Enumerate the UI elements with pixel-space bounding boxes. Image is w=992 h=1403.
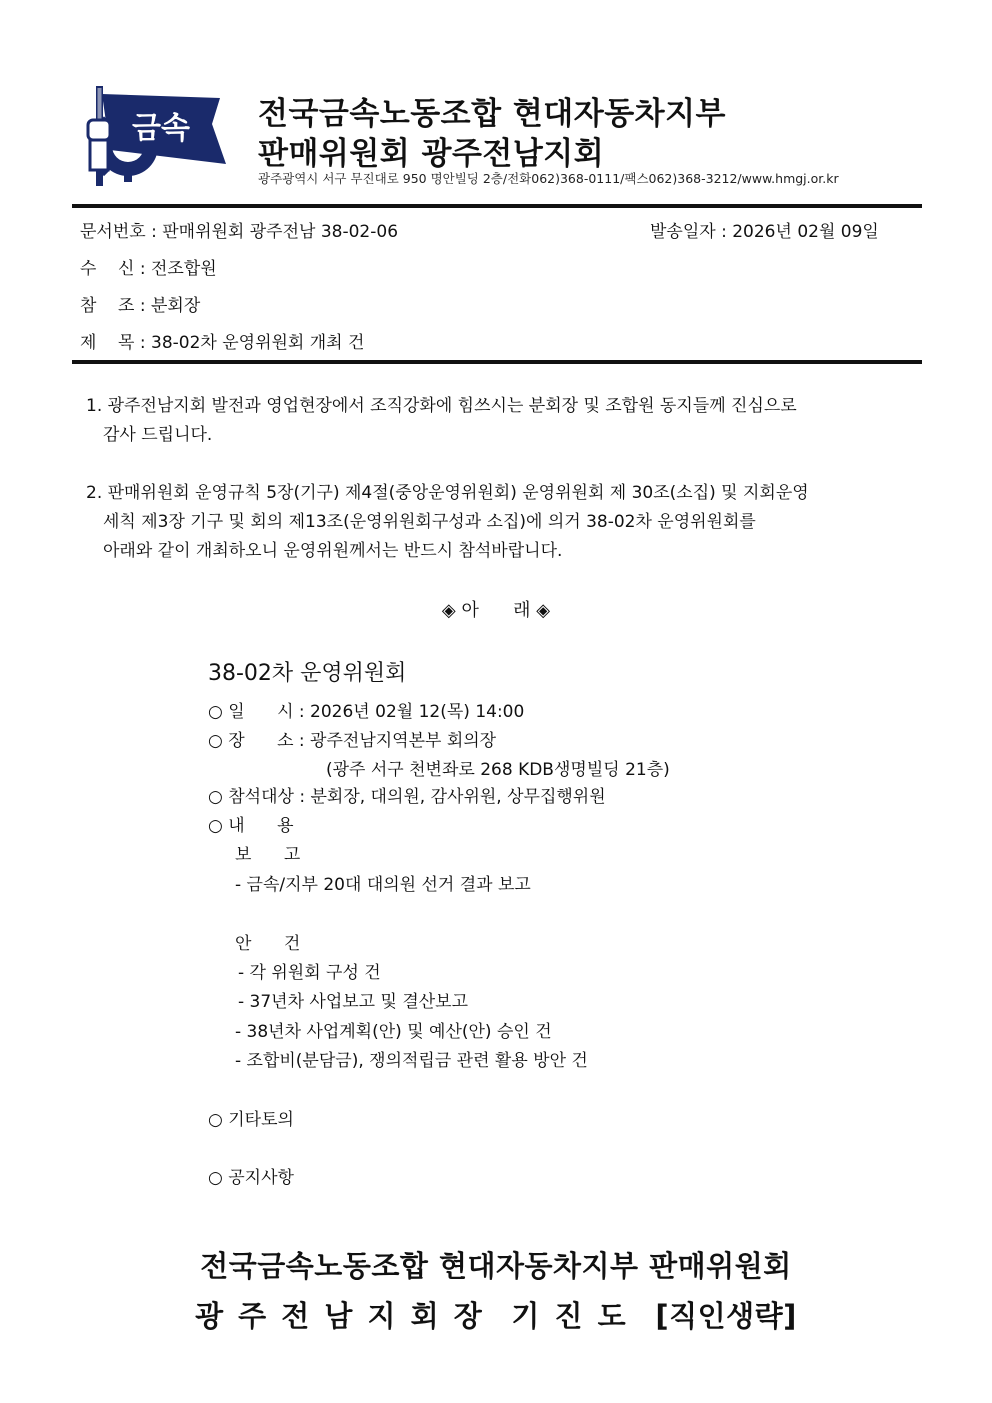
cc-label: 참 조 :: [80, 296, 146, 316]
meeting-date-value: 2026년 02월 12(목) 14:00: [310, 702, 525, 722]
agenda-item: - 37년차 사업보고 및 결산보고: [238, 992, 469, 1012]
paragraph-1: [86, 392, 916, 450]
agenda-item: - 조합비(분담금), 쟁의적립금 관련 활용 방안 건: [235, 1051, 588, 1071]
attendees-label: ○ 참석대상 :: [208, 787, 306, 807]
meeting-date-label: ○ 일 시 :: [208, 702, 305, 722]
doc-number-value: 판매위원회 광주전남 38-02-06: [162, 222, 399, 242]
recipient-label: 수 신 :: [80, 259, 146, 279]
meeting-place-label: ○ 장 소 :: [208, 731, 305, 751]
report-heading: 보 고: [235, 845, 301, 865]
report-item: - 금속/지부 20대 대의원 선거 결과 보고: [235, 875, 531, 895]
meeting-place-value: 광주전남지역본부 회의장: [310, 731, 497, 751]
meeting-place-address: (광주 서구 천변좌로 268 KDB생명빌딩 21층): [326, 760, 670, 780]
other-discussion: ○ 기타토의: [208, 1110, 294, 1130]
send-date-label: 발송일자 :: [650, 222, 727, 242]
attendees-value: 분회장, 대의원, 감사위원, 상무집행위원: [310, 787, 606, 807]
paragraph-2: [86, 479, 916, 566]
notice: ○ 공지사항: [208, 1168, 294, 1188]
arae-heading: ◈ 아 래 ◈: [441, 600, 551, 621]
meeting-date: [208, 697, 524, 722]
meeting-place: [208, 726, 496, 751]
recipient-value: 전조합원: [151, 259, 217, 279]
signature-org: 전국금속노동조합 현대자동차지부 판매위원회: [200, 1249, 792, 1283]
signature-name: 광 주 전 남 지 회 장 기 진 도 [직인생략]: [195, 1299, 797, 1333]
logo-text: 금속: [132, 111, 190, 146]
meeting-content-label: ○ 내 용: [208, 816, 294, 836]
doc-number-label: 문서번호 :: [80, 222, 157, 242]
agenda-heading: 안 건: [235, 934, 301, 954]
meeting-title: 38-02차 운영위원회: [208, 661, 407, 686]
send-date: [650, 217, 879, 242]
p2-line2: 세칙 제3장 기구 및 회의 제13조(운영위원회구성과 소집)에 의거 38-02차 운영위원회를: [103, 512, 756, 532]
org-name-line1: 전국금속노동조합 현대자동차지부: [258, 96, 726, 132]
agenda-item: - 각 위원회 구성 건: [238, 963, 381, 983]
subject: [80, 328, 364, 353]
org-address: 광주광역시 서구 무진대로 950 명안빌딩 2층/전화062)368-0111/팩스062)368-3212/www.hmgj.or.kr: [258, 171, 839, 186]
cc-value: 분회장: [151, 296, 201, 316]
org-name-line2: 판매위원회 광주전남지회: [258, 136, 605, 172]
meeting-attendees: [208, 782, 606, 807]
recipient: [80, 254, 217, 279]
union-logo: [80, 84, 228, 190]
agenda-item: - 38년차 사업계획(안) 및 예산(안) 승인 건: [235, 1022, 552, 1042]
doc-number: [80, 217, 398, 242]
p2-line1: 2. 판매위원회 운영규칙 5장(기구) 제4절(중앙운영위원회) 운영위원회 제 30조(소집) 및 지회운영: [86, 483, 809, 503]
p1-line2: 감사 드립니다.: [103, 425, 213, 445]
cc: [80, 291, 200, 316]
p1-line1: 1. 광주전남지회 발전과 영업현장에서 조직강화에 힘쓰시는 분회장 및 조합원 동지들께 진심으로: [86, 396, 797, 416]
subject-label: 제 목 :: [80, 333, 146, 353]
top-divider: [72, 204, 922, 208]
subject-value: 38-02차 운영위원회 개최 건: [151, 333, 365, 353]
send-date-value: 2026년 02월 09일: [732, 222, 879, 242]
p2-line3: 아래와 같이 개최하오니 운영위원께서는 반드시 참석바랍니다.: [103, 541, 563, 561]
bottom-divider: [72, 360, 922, 364]
